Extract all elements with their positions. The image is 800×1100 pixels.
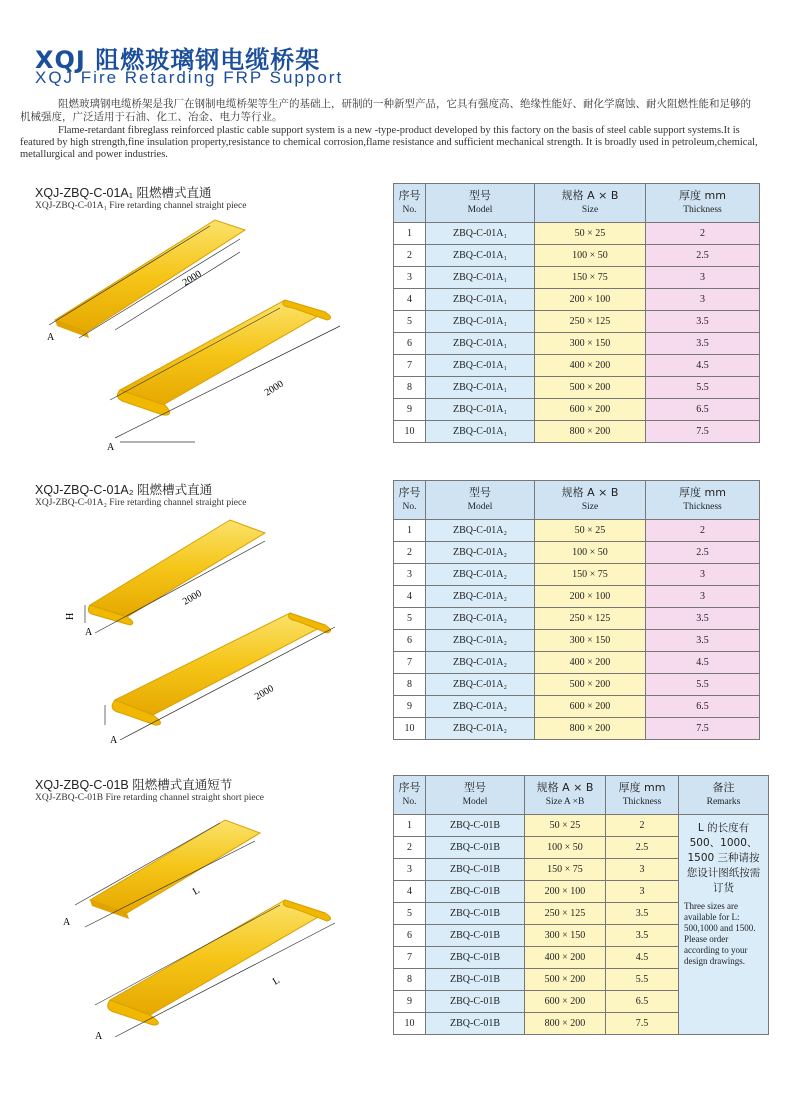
cell-model: ZBQ-C-01A₁ [426, 245, 535, 267]
dim-length-1b: 2000 [262, 378, 286, 399]
cell-size: 250 × 125 [535, 311, 646, 333]
cell-size: 600 × 200 [525, 991, 606, 1013]
cell-model: ZBQ-C-01A₂ [426, 630, 535, 652]
cell-size: 600 × 200 [535, 696, 646, 718]
col-model: 型号 Model [426, 776, 525, 815]
cell-thickness: 2 [646, 520, 760, 542]
section-3-subtitle: XQJ-ZBQ-C-01B Fire retarding channel straight short piece [35, 793, 264, 803]
cell-no: 7 [394, 652, 426, 674]
cell-no: 1 [394, 520, 426, 542]
cell-model: ZBQ-C-01B [426, 903, 525, 925]
cell-model: ZBQ-C-01B [426, 859, 525, 881]
cell-size: 800 × 200 [535, 718, 646, 740]
col-thickness: 厚度 mm Thickness [606, 776, 679, 815]
cell-model: ZBQ-C-01A₁ [426, 223, 535, 245]
tray-drawing-1 [35, 210, 355, 460]
dim-length-3: L [191, 885, 202, 898]
cell-thickness: 2 [646, 223, 760, 245]
spec-table-3 [393, 775, 769, 1035]
dim-length-2: 2000 [181, 588, 204, 608]
cell-no: 5 [394, 903, 426, 925]
cell-thickness: 7.5 [646, 421, 760, 443]
cell-thickness: 3.5 [606, 925, 679, 947]
tray-channel-1 [120, 300, 325, 405]
dim-length-1: 2000 [180, 268, 204, 289]
cell-model: ZBQ-C-01A₁ [426, 421, 535, 443]
remark-en: Three sizes are available for L: 500,1000 and 1500. Please order according to your design drawings. [684, 901, 756, 966]
cell-size: 800 × 200 [535, 421, 646, 443]
cell-model: ZBQ-C-01B [426, 837, 525, 859]
dim-length-2b: 2000 [253, 683, 276, 703]
cell-thickness: 3.5 [606, 903, 679, 925]
dim-width-3: A [63, 917, 71, 928]
cell-size: 800 × 200 [525, 1013, 606, 1035]
cell-size: 400 × 200 [535, 355, 646, 377]
cell-model: ZBQ-C-01A₁ [426, 333, 535, 355]
cell-no: 5 [394, 311, 426, 333]
table-row [394, 245, 760, 267]
cell-no: 2 [394, 542, 426, 564]
table-row [394, 608, 760, 630]
table-row [394, 718, 760, 740]
cell-thickness: 3.5 [646, 311, 760, 333]
col-no: 序号 No. [394, 184, 426, 223]
dim-width-2: A [85, 627, 93, 638]
spec-table-1 [393, 183, 760, 443]
dim-length-3b: L [271, 975, 282, 988]
cell-size: 50 × 25 [535, 223, 646, 245]
remark-cn: L 的长度有500、1000、1500 三种请按您设计图纸按需订货 [686, 822, 761, 894]
table-row [394, 542, 760, 564]
cell-size: 500 × 200 [535, 377, 646, 399]
cell-model: ZBQ-C-01A₁ [426, 311, 535, 333]
cell-model: ZBQ-C-01A₁ [426, 355, 535, 377]
cell-no: 2 [394, 245, 426, 267]
tray-flat-1 [55, 220, 245, 332]
cell-model: ZBQ-C-01A₂ [426, 542, 535, 564]
cell-thickness: 7.5 [646, 718, 760, 740]
cell-size: 50 × 25 [525, 815, 606, 837]
dim-width-1: A [47, 332, 55, 343]
cell-thickness: 2 [606, 815, 679, 837]
cell-size: 250 × 125 [525, 903, 606, 925]
cell-model: ZBQ-C-01B [426, 969, 525, 991]
cell-model: ZBQ-C-01B [426, 1013, 525, 1035]
cell-model: ZBQ-C-01A₁ [426, 267, 535, 289]
cell-size: 150 × 75 [535, 564, 646, 586]
cell-no: 7 [394, 355, 426, 377]
cell-thickness: 5.5 [646, 377, 760, 399]
table-row [394, 696, 760, 718]
cell-no: 5 [394, 608, 426, 630]
table-row [394, 815, 769, 837]
cell-no: 3 [394, 859, 426, 881]
cell-thickness: 6.5 [646, 399, 760, 421]
table-body-3 [394, 815, 769, 1035]
cell-thickness: 3 [646, 289, 760, 311]
tray-flat-2 [90, 520, 265, 617]
table-row [394, 311, 760, 333]
cell-no: 8 [394, 969, 426, 991]
cell-size: 500 × 200 [535, 674, 646, 696]
cell-remarks [679, 815, 769, 1035]
cell-size: 250 × 125 [535, 608, 646, 630]
cell-model: ZBQ-C-01A₁ [426, 399, 535, 421]
cell-model: ZBQ-C-01B [426, 991, 525, 1013]
cell-thickness: 3.5 [646, 630, 760, 652]
table-row [394, 289, 760, 311]
tray-drawing-2 [35, 505, 355, 760]
table-row [394, 586, 760, 608]
cell-thickness: 5.5 [606, 969, 679, 991]
table-body-2 [394, 520, 760, 740]
table-row [394, 421, 760, 443]
cell-thickness: 2.5 [606, 837, 679, 859]
cell-thickness: 3 [646, 586, 760, 608]
cell-size: 400 × 200 [525, 947, 606, 969]
col-no: 序号 No. [394, 776, 426, 815]
cell-no: 10 [394, 1013, 426, 1035]
table-row [394, 520, 760, 542]
cell-size: 300 × 150 [525, 925, 606, 947]
col-size: 规格 A × B Size A ×B [525, 776, 606, 815]
cell-no: 1 [394, 223, 426, 245]
table-row [394, 399, 760, 421]
cell-no: 10 [394, 421, 426, 443]
page-title-en: XQJ Fire Retarding FRP Support [35, 68, 344, 87]
cell-size: 400 × 200 [535, 652, 646, 674]
cell-thickness: 7.5 [606, 1013, 679, 1035]
cell-thickness: 4.5 [606, 947, 679, 969]
cell-size: 100 × 50 [535, 245, 646, 267]
cell-size: 600 × 200 [535, 399, 646, 421]
col-model: 型号 Model [426, 481, 535, 520]
table-row [394, 564, 760, 586]
cell-no: 7 [394, 947, 426, 969]
dim-width-2b: A [110, 735, 118, 746]
col-size: 规格 A × B Size [535, 481, 646, 520]
cell-model: ZBQ-C-01A₂ [426, 586, 535, 608]
table-row [394, 223, 760, 245]
cell-model: ZBQ-C-01A₂ [426, 520, 535, 542]
cell-no: 9 [394, 399, 426, 421]
tray-channel-3 [110, 900, 325, 1015]
cell-size: 150 × 75 [525, 859, 606, 881]
cell-no: 4 [394, 881, 426, 903]
spec-table-2 [393, 480, 760, 740]
cell-model: ZBQ-C-01A₁ [426, 377, 535, 399]
cell-model: ZBQ-C-01A₁ [426, 289, 535, 311]
cell-no: 4 [394, 289, 426, 311]
table-header-row [394, 184, 760, 223]
cell-thickness: 3.5 [646, 608, 760, 630]
cell-thickness: 6.5 [646, 696, 760, 718]
dim-width-1b: A [107, 442, 115, 453]
cell-size: 50 × 25 [535, 520, 646, 542]
cell-model: ZBQ-C-01B [426, 947, 525, 969]
section-1-subtitle: XQJ-ZBQ-C-01A₁ Fire retarding channel straight piece [35, 201, 247, 211]
section-1-title: XQJ-ZBQ-C-01A₁ 阻燃槽式直通 [35, 186, 212, 200]
cell-thickness: 3 [606, 881, 679, 903]
cell-no: 2 [394, 837, 426, 859]
tray-flat-3 [90, 820, 260, 913]
col-size: 规格 A × B Size [535, 184, 646, 223]
cell-thickness: 6.5 [606, 991, 679, 1013]
col-remarks: 备注 Remarks [679, 776, 769, 815]
cell-model: ZBQ-C-01A₂ [426, 674, 535, 696]
cell-model: ZBQ-C-01B [426, 925, 525, 947]
table-row [394, 355, 760, 377]
table-body-1 [394, 223, 760, 443]
cell-no: 6 [394, 630, 426, 652]
tray-drawing-3 [35, 805, 355, 1055]
cell-thickness: 4.5 [646, 355, 760, 377]
cell-thickness: 4.5 [646, 652, 760, 674]
cell-size: 200 × 100 [535, 586, 646, 608]
table-row [394, 377, 760, 399]
cell-model: ZBQ-C-01A₂ [426, 564, 535, 586]
dim-width-3b: A [95, 1031, 103, 1042]
cell-model: ZBQ-C-01A₂ [426, 608, 535, 630]
cell-no: 6 [394, 333, 426, 355]
cell-no: 9 [394, 696, 426, 718]
cell-size: 500 × 200 [525, 969, 606, 991]
cell-thickness: 3 [606, 859, 679, 881]
cell-thickness: 2.5 [646, 245, 760, 267]
table-row [394, 630, 760, 652]
cell-no: 8 [394, 674, 426, 696]
cell-model: ZBQ-C-01A₂ [426, 718, 535, 740]
cell-thickness: 3 [646, 564, 760, 586]
section-3-title: XQJ-ZBQ-C-01B 阻燃槽式直通短节 [35, 778, 233, 792]
cell-model: ZBQ-C-01A₂ [426, 696, 535, 718]
cell-model: ZBQ-C-01B [426, 881, 525, 903]
table-row [394, 267, 760, 289]
col-thickness: 厚度 mm Thickness [646, 481, 760, 520]
cell-size: 300 × 150 [535, 333, 646, 355]
cell-size: 200 × 100 [535, 289, 646, 311]
cell-size: 100 × 50 [525, 837, 606, 859]
table-row [394, 333, 760, 355]
table-header-row [394, 481, 760, 520]
cell-no: 8 [394, 377, 426, 399]
cell-no: 4 [394, 586, 426, 608]
col-no: 序号 No. [394, 481, 426, 520]
cell-no: 3 [394, 564, 426, 586]
cell-no: 10 [394, 718, 426, 740]
cell-no: 1 [394, 815, 426, 837]
intro-cn: 阻燃玻璃钢电缆桥架是我厂在钢制电缆桥架等生产的基础上，研制的一种新型产品，它具有强度高、绝缘性能好、耐化学腐蚀、耐火阻燃性能和足够的机械强度，广泛适用于石油、化工、冶金、电力等行业。 [20, 98, 751, 123]
cell-thickness: 3 [646, 267, 760, 289]
cell-no: 6 [394, 925, 426, 947]
cell-no: 9 [394, 991, 426, 1013]
cell-model: ZBQ-C-01A₂ [426, 652, 535, 674]
section-2-subtitle: XQJ-ZBQ-C-01A₂ Fire retarding channel straight piece [35, 498, 247, 508]
tray-channel-2 [115, 613, 325, 715]
cell-model: ZBQ-C-01B [426, 815, 525, 837]
cell-thickness: 5.5 [646, 674, 760, 696]
table-row [394, 652, 760, 674]
cell-no: 3 [394, 267, 426, 289]
page-title-cn: XQJ 阻燃玻璃钢电缆桥架 [35, 46, 321, 74]
cell-size: 300 × 150 [535, 630, 646, 652]
cell-size: 150 × 75 [535, 267, 646, 289]
intro-en: Flame-retardant fibreglass reinforced plastic cable support system is a new -type-product developed by this factory on the basis of steel cable support systems.It is featured by high strength,fine insulation property,resistance to chemical corrosion,flame resistance and sufficient mechanical strength. It is broadly used in petroleum,chemical, metallurgical and power industries. [20, 125, 758, 160]
cell-thickness: 3.5 [646, 333, 760, 355]
cell-size: 100 × 50 [535, 542, 646, 564]
col-thickness: 厚度 mm Thickness [646, 184, 760, 223]
table-row [394, 674, 760, 696]
dim-height-2: H [65, 612, 76, 620]
section-2-title: XQJ-ZBQ-C-01A₂ 阻燃槽式直通 [35, 483, 213, 497]
cell-thickness: 2.5 [646, 542, 760, 564]
table-header-row [394, 776, 769, 815]
col-model: 型号 Model [426, 184, 535, 223]
cell-size: 200 × 100 [525, 881, 606, 903]
